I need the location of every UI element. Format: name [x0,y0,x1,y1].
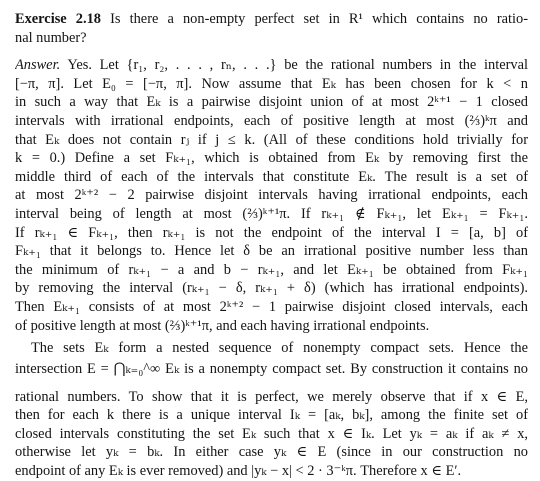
exercise-heading-line [15,10,528,29]
answer-line: at most 2ᵏ⁺² − 2 pairwise disjoint intervals having irrational endpoints, each [15,187,528,204]
answer-line: that Eₖ does not contain rⱼ if j ≤ k. (All of these conditions hold trivially for [15,131,528,148]
paragraph-line: rational numbers. To show that it is perfect, we merely observe that if x ∈ E, [15,388,528,405]
paragraph-line: The sets Eₖ form a nested sequence of nonempty compact sets. Hence the [31,340,528,357]
answer-first-line [15,56,528,75]
answer-label: Answer. [15,57,61,74]
paragraph-line-intersection: intersection E = ⋂ₖ₌₀^∞ Eₖ is a nonempty compact set. By construction it contains no [15,360,528,377]
answer-line: interval being of length at most (⅔)ᵏ⁺¹π. If rₖ₊₁ ∉ Fₖ₊₁, let Eₖ₊₁ = Fₖ₊₁. [15,205,528,222]
answer-line: intervals with irrational endpoints, each of positive length at most (⅔)ᵏπ and [15,112,528,129]
answer-line: Then Eₖ₊₁ consists of at most 2ᵏ⁺² − 1 pairwise disjoint closed intervals, each [15,298,528,315]
answer-line: If rₖ₊₁ ∈ Fₖ₊₁, then rₖ₊₁ is not the endpoint of the interval I = [a, b] of [15,224,528,241]
paragraph-line: endpoint of any Eₖ is ever removed) and |yₖ − x| < 2 · 3⁻ᵏπ. Therefore x ∈ E′. [15,463,462,480]
answer-line: the minimum of rₖ₊₁ − a and b − rₖ₊₁, and let Eₖ₊₁ be obtained from Fₖ₊₁ [15,261,528,278]
paragraph-line: then for each k there is a unique interval Iₖ = [aₖ, bₖ], among the finite set of [15,407,528,424]
answer-line: k = 0.) Define a set Fₖ₊₁, which is obtained from Eₖ by removing first the [15,150,528,167]
answer-line: of positive length at most (⅔)ᵏ⁺¹π, and each having irrational endpoints. [15,317,430,334]
paragraph-line: closed intervals constituting the set Eₖ such that x ∈ Iₖ. Let yₖ = aₖ if aₖ ≠ x, [15,425,528,442]
answer-line: in such a way that Eₖ is a pairwise disjoint union of at most 2ᵏ⁺¹ − 1 closed [15,94,528,111]
answer-line: [−π, π]. Let E₀ = [−π, π]. Now assume that Eₖ has been chosen for k < n [15,75,528,92]
exercise-question-line: nal number? [15,29,87,46]
answer-line: Fₖ₊₁ that it belongs to. Hence let δ be an irrational positive number less than [15,243,528,260]
answer-first-line-text: Yes. Let {r₁, r₂, . . . , rₙ, . . .} be the rational numbers in the interval [60,57,528,74]
answer-line: by removing the interval (rₖ₊₁ − δ, rₖ₊₁ + δ) (which has irrational endpoints). [15,280,528,297]
exercise-label: Exercise 2.18 [15,11,101,27]
answer-line: middle third of each of the intervals that constitute Eₖ. The result is a set of [15,168,528,185]
exercise-question-text: Is there a non-empty perfect set in R¹ which contains no ratio- [100,11,528,27]
paragraph-line: otherwise let yₖ = bₖ. In either case yₖ ∈ E (since in our construction no [15,444,528,461]
